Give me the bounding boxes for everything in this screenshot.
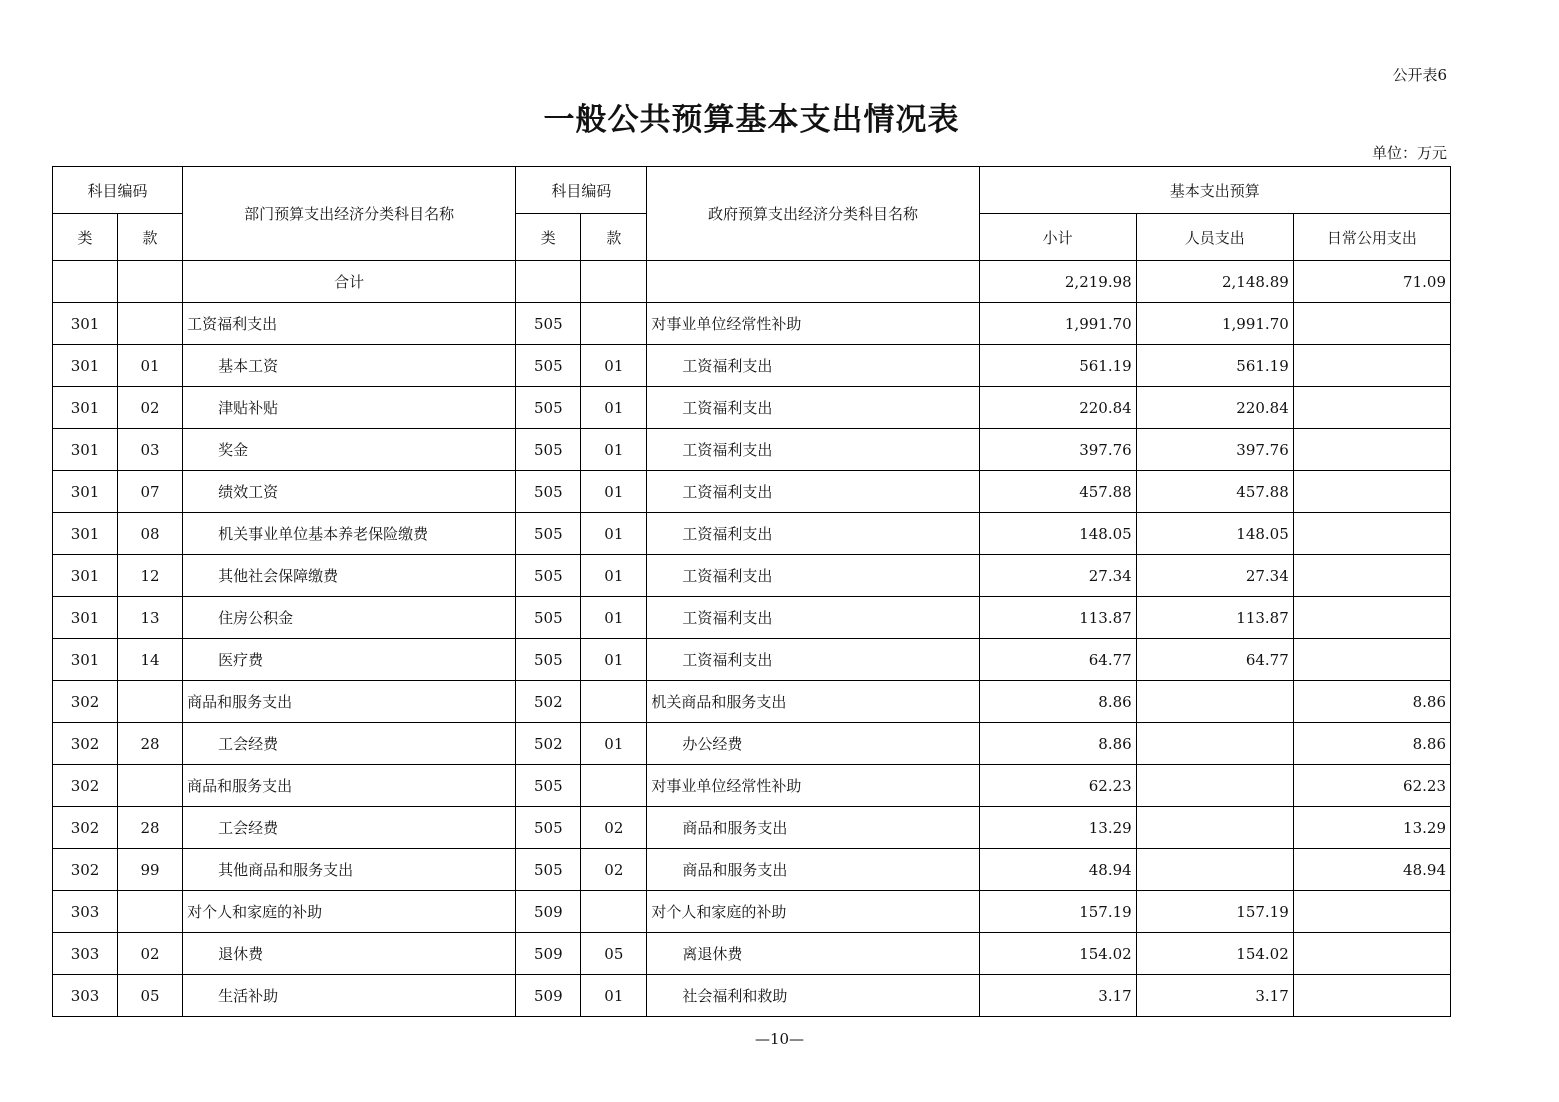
cell-public bbox=[1293, 555, 1450, 597]
cell-kuan bbox=[118, 681, 183, 723]
form-number: 公开表6 bbox=[1392, 66, 1447, 84]
total-label: 合计 bbox=[183, 261, 516, 303]
budget-table bbox=[52, 166, 1451, 1017]
total-subtotal: 2,219.98 bbox=[979, 261, 1136, 303]
cell-public bbox=[1293, 891, 1450, 933]
cell-gov-name: 办公经费 bbox=[647, 723, 979, 765]
header-gov-name: 政府预算支出经济分类科目名称 bbox=[647, 167, 979, 261]
cell-lei: 302 bbox=[53, 681, 118, 723]
cell-subtotal: 62.23 bbox=[979, 765, 1136, 807]
cell-subtotal: 13.29 bbox=[979, 807, 1136, 849]
cell-dept-name: 退休费 bbox=[183, 933, 516, 975]
cell-dept-name: 工会经费 bbox=[183, 723, 516, 765]
cell-gov-kuan: 01 bbox=[581, 429, 647, 471]
unit-label: 单位：万元 bbox=[1371, 144, 1447, 162]
cell-gov-name: 对事业单位经常性补助 bbox=[647, 765, 979, 807]
cell-gov-lei: 505 bbox=[516, 849, 581, 891]
cell-personnel bbox=[1136, 849, 1293, 891]
cell-gov-name: 工资福利支出 bbox=[647, 639, 979, 681]
cell-kuan: 13 bbox=[118, 597, 183, 639]
table-row bbox=[53, 765, 1451, 807]
header-lei: 类 bbox=[53, 214, 118, 261]
cell-gov-lei: 509 bbox=[516, 891, 581, 933]
table-row bbox=[53, 891, 1451, 933]
header-gov-kuan: 款 bbox=[581, 214, 647, 261]
cell-personnel bbox=[1136, 765, 1293, 807]
cell-lei: 302 bbox=[53, 807, 118, 849]
table-row bbox=[53, 807, 1451, 849]
cell-personnel bbox=[1136, 681, 1293, 723]
cell-lei: 301 bbox=[53, 513, 118, 555]
cell-subtotal: 397.76 bbox=[979, 429, 1136, 471]
cell-personnel: 1,991.70 bbox=[1136, 303, 1293, 345]
cell-dept-name: 其他商品和服务支出 bbox=[183, 849, 516, 891]
cell-lei: 303 bbox=[53, 975, 118, 1017]
cell-public bbox=[1293, 429, 1450, 471]
cell-kuan: 05 bbox=[118, 975, 183, 1017]
header-public: 日常公用支出 bbox=[1293, 214, 1450, 261]
cell-kuan: 28 bbox=[118, 807, 183, 849]
cell-subtotal: 8.86 bbox=[979, 723, 1136, 765]
cell-dept-name: 商品和服务支出 bbox=[183, 765, 516, 807]
cell-personnel: 154.02 bbox=[1136, 933, 1293, 975]
cell-gov-kuan bbox=[581, 765, 647, 807]
cell-gov-name: 商品和服务支出 bbox=[647, 807, 979, 849]
total-kuan-cell bbox=[118, 261, 183, 303]
cell-gov-lei: 505 bbox=[516, 429, 581, 471]
cell-dept-name: 对个人和家庭的补助 bbox=[183, 891, 516, 933]
cell-public bbox=[1293, 513, 1450, 555]
cell-gov-name: 对事业单位经常性补助 bbox=[647, 303, 979, 345]
cell-kuan: 02 bbox=[118, 933, 183, 975]
cell-gov-kuan: 01 bbox=[581, 555, 647, 597]
cell-lei: 302 bbox=[53, 765, 118, 807]
cell-lei: 303 bbox=[53, 933, 118, 975]
table-row bbox=[53, 513, 1451, 555]
cell-gov-kuan bbox=[581, 303, 647, 345]
cell-dept-name: 商品和服务支出 bbox=[183, 681, 516, 723]
cell-gov-kuan: 02 bbox=[581, 849, 647, 891]
cell-gov-name: 社会福利和救助 bbox=[647, 975, 979, 1017]
cell-personnel: 148.05 bbox=[1136, 513, 1293, 555]
cell-gov-lei: 505 bbox=[516, 303, 581, 345]
cell-kuan bbox=[118, 891, 183, 933]
header-subtotal: 小计 bbox=[979, 214, 1136, 261]
cell-gov-name: 工资福利支出 bbox=[647, 429, 979, 471]
cell-dept-name: 其他社会保障缴费 bbox=[183, 555, 516, 597]
cell-gov-lei: 505 bbox=[516, 639, 581, 681]
cell-gov-lei: 505 bbox=[516, 345, 581, 387]
cell-subtotal: 154.02 bbox=[979, 933, 1136, 975]
cell-gov-lei: 509 bbox=[516, 933, 581, 975]
cell-dept-name: 医疗费 bbox=[183, 639, 516, 681]
cell-kuan: 07 bbox=[118, 471, 183, 513]
cell-subtotal: 157.19 bbox=[979, 891, 1136, 933]
cell-lei: 301 bbox=[53, 555, 118, 597]
cell-subtotal: 64.77 bbox=[979, 639, 1136, 681]
cell-gov-name: 工资福利支出 bbox=[647, 471, 979, 513]
cell-dept-name: 奖金 bbox=[183, 429, 516, 471]
table-row bbox=[53, 639, 1451, 681]
table-row bbox=[53, 471, 1451, 513]
cell-dept-name: 机关事业单位基本养老保险缴费 bbox=[183, 513, 516, 555]
cell-gov-lei: 505 bbox=[516, 471, 581, 513]
cell-subtotal: 27.34 bbox=[979, 555, 1136, 597]
table-row bbox=[53, 555, 1451, 597]
table-row bbox=[53, 387, 1451, 429]
cell-gov-lei: 505 bbox=[516, 765, 581, 807]
header-dept-name: 部门预算支出经济分类科目名称 bbox=[183, 167, 516, 261]
cell-public: 8.86 bbox=[1293, 681, 1450, 723]
cell-dept-name: 津贴补贴 bbox=[183, 387, 516, 429]
cell-public bbox=[1293, 303, 1450, 345]
cell-dept-name: 基本工资 bbox=[183, 345, 516, 387]
cell-gov-name: 机关商品和服务支出 bbox=[647, 681, 979, 723]
cell-gov-kuan: 02 bbox=[581, 807, 647, 849]
table-row bbox=[53, 345, 1451, 387]
header-dept-code: 科目编码 bbox=[53, 167, 183, 214]
cell-gov-name: 工资福利支出 bbox=[647, 345, 979, 387]
cell-gov-kuan: 01 bbox=[581, 513, 647, 555]
cell-kuan: 28 bbox=[118, 723, 183, 765]
cell-gov-kuan bbox=[581, 681, 647, 723]
cell-public bbox=[1293, 345, 1450, 387]
cell-gov-name: 工资福利支出 bbox=[647, 555, 979, 597]
cell-gov-name: 离退休费 bbox=[647, 933, 979, 975]
table-row bbox=[53, 975, 1451, 1017]
cell-lei: 301 bbox=[53, 597, 118, 639]
cell-kuan: 03 bbox=[118, 429, 183, 471]
cell-kuan: 02 bbox=[118, 387, 183, 429]
cell-lei: 301 bbox=[53, 387, 118, 429]
cell-lei: 301 bbox=[53, 429, 118, 471]
cell-kuan: 12 bbox=[118, 555, 183, 597]
cell-gov-lei: 505 bbox=[516, 513, 581, 555]
header-basic-budget: 基本支出预算 bbox=[979, 167, 1450, 214]
cell-kuan: 01 bbox=[118, 345, 183, 387]
cell-dept-name: 生活补助 bbox=[183, 975, 516, 1017]
cell-gov-kuan: 01 bbox=[581, 597, 647, 639]
cell-dept-name: 工会经费 bbox=[183, 807, 516, 849]
cell-gov-lei: 502 bbox=[516, 723, 581, 765]
cell-gov-kuan: 01 bbox=[581, 723, 647, 765]
cell-personnel bbox=[1136, 723, 1293, 765]
header-personnel: 人员支出 bbox=[1136, 214, 1293, 261]
cell-gov-name: 对个人和家庭的补助 bbox=[647, 891, 979, 933]
cell-public: 8.86 bbox=[1293, 723, 1450, 765]
cell-gov-name: 工资福利支出 bbox=[647, 513, 979, 555]
cell-gov-kuan: 01 bbox=[581, 387, 647, 429]
cell-dept-name: 住房公积金 bbox=[183, 597, 516, 639]
cell-public bbox=[1293, 387, 1450, 429]
table-row bbox=[53, 429, 1451, 471]
cell-gov-kuan: 01 bbox=[581, 471, 647, 513]
cell-gov-lei: 505 bbox=[516, 387, 581, 429]
total-gov-lei-cell bbox=[516, 261, 581, 303]
cell-public bbox=[1293, 639, 1450, 681]
cell-gov-kuan: 01 bbox=[581, 975, 647, 1017]
page-number: —10— bbox=[754, 1030, 805, 1048]
cell-public: 48.94 bbox=[1293, 849, 1450, 891]
cell-personnel: 113.87 bbox=[1136, 597, 1293, 639]
total-public: 71.09 bbox=[1293, 261, 1450, 303]
cell-gov-name: 工资福利支出 bbox=[647, 597, 979, 639]
cell-subtotal: 8.86 bbox=[979, 681, 1136, 723]
cell-kuan: 99 bbox=[118, 849, 183, 891]
cell-personnel: 64.77 bbox=[1136, 639, 1293, 681]
cell-personnel: 3.17 bbox=[1136, 975, 1293, 1017]
cell-lei: 301 bbox=[53, 303, 118, 345]
table-row bbox=[53, 303, 1451, 345]
cell-gov-kuan bbox=[581, 891, 647, 933]
cell-public bbox=[1293, 597, 1450, 639]
cell-kuan bbox=[118, 303, 183, 345]
cell-personnel: 561.19 bbox=[1136, 345, 1293, 387]
cell-subtotal: 220.84 bbox=[979, 387, 1136, 429]
cell-lei: 301 bbox=[53, 471, 118, 513]
cell-kuan bbox=[118, 765, 183, 807]
cell-lei: 302 bbox=[53, 723, 118, 765]
cell-personnel: 457.88 bbox=[1136, 471, 1293, 513]
cell-lei: 302 bbox=[53, 849, 118, 891]
cell-subtotal: 3.17 bbox=[979, 975, 1136, 1017]
cell-personnel: 220.84 bbox=[1136, 387, 1293, 429]
cell-kuan: 14 bbox=[118, 639, 183, 681]
cell-lei: 301 bbox=[53, 639, 118, 681]
cell-public bbox=[1293, 933, 1450, 975]
cell-dept-name: 工资福利支出 bbox=[183, 303, 516, 345]
cell-gov-kuan: 05 bbox=[581, 933, 647, 975]
cell-personnel bbox=[1136, 807, 1293, 849]
table-row bbox=[53, 723, 1451, 765]
cell-gov-lei: 502 bbox=[516, 681, 581, 723]
cell-lei: 303 bbox=[53, 891, 118, 933]
cell-gov-kuan: 01 bbox=[581, 639, 647, 681]
cell-subtotal: 1,991.70 bbox=[979, 303, 1136, 345]
total-gov-name-cell bbox=[647, 261, 979, 303]
total-lei-cell bbox=[53, 261, 118, 303]
cell-gov-lei: 505 bbox=[516, 807, 581, 849]
cell-subtotal: 48.94 bbox=[979, 849, 1136, 891]
table-row bbox=[53, 681, 1451, 723]
cell-lei: 301 bbox=[53, 345, 118, 387]
total-personnel: 2,148.89 bbox=[1136, 261, 1293, 303]
cell-gov-lei: 509 bbox=[516, 975, 581, 1017]
cell-public bbox=[1293, 471, 1450, 513]
cell-public bbox=[1293, 975, 1450, 1017]
cell-dept-name: 绩效工资 bbox=[183, 471, 516, 513]
table-row bbox=[53, 933, 1451, 975]
cell-kuan: 08 bbox=[118, 513, 183, 555]
header-gov-lei: 类 bbox=[516, 214, 581, 261]
cell-gov-lei: 505 bbox=[516, 555, 581, 597]
page-title: 一般公共预算基本支出情况表 bbox=[543, 102, 960, 138]
cell-subtotal: 457.88 bbox=[979, 471, 1136, 513]
cell-subtotal: 148.05 bbox=[979, 513, 1136, 555]
cell-personnel: 27.34 bbox=[1136, 555, 1293, 597]
total-row bbox=[53, 261, 1451, 303]
cell-subtotal: 113.87 bbox=[979, 597, 1136, 639]
cell-public: 62.23 bbox=[1293, 765, 1450, 807]
header-kuan: 款 bbox=[118, 214, 183, 261]
cell-gov-name: 工资福利支出 bbox=[647, 387, 979, 429]
cell-public: 13.29 bbox=[1293, 807, 1450, 849]
cell-personnel: 157.19 bbox=[1136, 891, 1293, 933]
table-row bbox=[53, 597, 1451, 639]
table-row bbox=[53, 849, 1451, 891]
cell-gov-name: 商品和服务支出 bbox=[647, 849, 979, 891]
total-gov-kuan-cell bbox=[581, 261, 647, 303]
cell-gov-lei: 505 bbox=[516, 597, 581, 639]
header-gov-code: 科目编码 bbox=[516, 167, 647, 214]
cell-personnel: 397.76 bbox=[1136, 429, 1293, 471]
cell-gov-kuan: 01 bbox=[581, 345, 647, 387]
cell-subtotal: 561.19 bbox=[979, 345, 1136, 387]
